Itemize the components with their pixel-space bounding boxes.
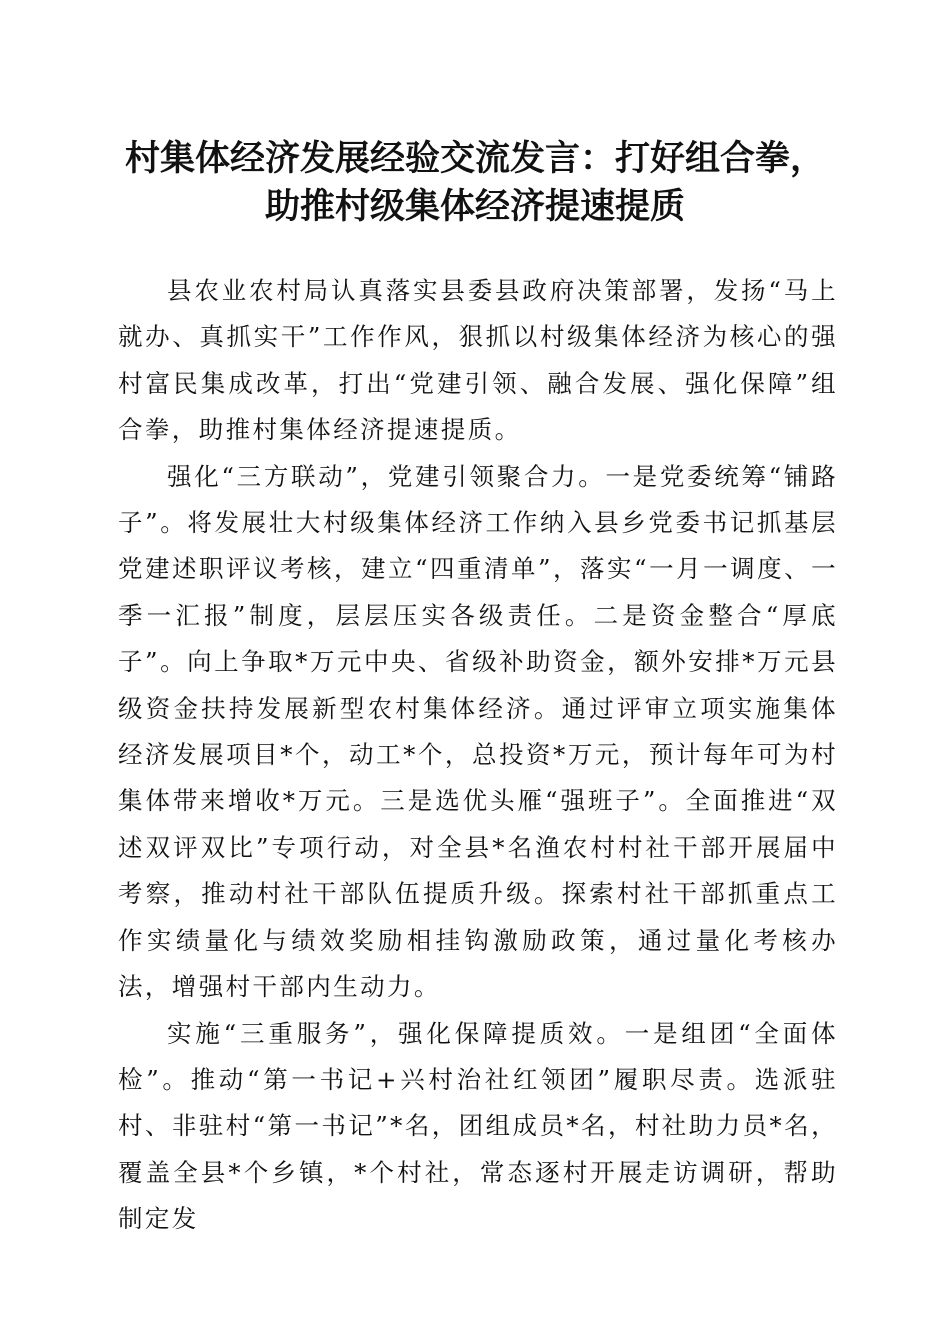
paragraph-services: 实施“三重服务”，强化保障提质效。一是组团“全面体检”。推动“第一书记+兴村治社红领团”履职尽责。选派驻村、非驻村“第一书记”*名，团组成员*名，村社助力员*名，覆盖全县*个乡镇，*个村社，常态逐村开展走访调研，帮助制定发 (118, 1018, 838, 1234)
document-title-line-2: 助推村级集体经济提速提质 (264, 187, 685, 227)
document-body (118, 268, 838, 1243)
paragraph-intro: 县农业农村局认真落实县委县政府决策部署，发扬“马上就办、真抓实干”工作作风，狠抓以村级集体经济为核心的强村富民集成改革，打出“党建引领、融合发展、强化保障”组合拳，助推村集体经济提速提质。 (118, 276, 838, 445)
paragraph-party-building: 强化“三方联动”，党建引领聚合力。一是党委统筹“铺路子”。将发展壮大村级集体经济工作纳入县乡党委书记抓基层党建述职评议考核，建立“四重清单”，落实“一月一调度、一季一汇报”制度，层层压实各级责任。二是资金整合“厚底子”。向上争取*万元中央、省级补助资金，额外安排*万元县级资金扶持发展新型农村集体经济。通过评审立项实施集体经济发展项目*个，动工*个，总投资*万元，预计每年可为村集体带来增收*万元。三是选优头雁“强班子”。全面推进“双述双评双比”专项行动，对全县*名渔农村村社干部开展届中考察，推动村社干部队伍提质升级。探索村社干部抓重点工作实绩量化与绩效奖励相挂钩激励政策，通过量化考核办法，增强村干部内生动力。 (118, 461, 838, 1002)
document-title-line-1: 村集体经济发展经验交流发言：打好组合拳， (124, 139, 825, 179)
